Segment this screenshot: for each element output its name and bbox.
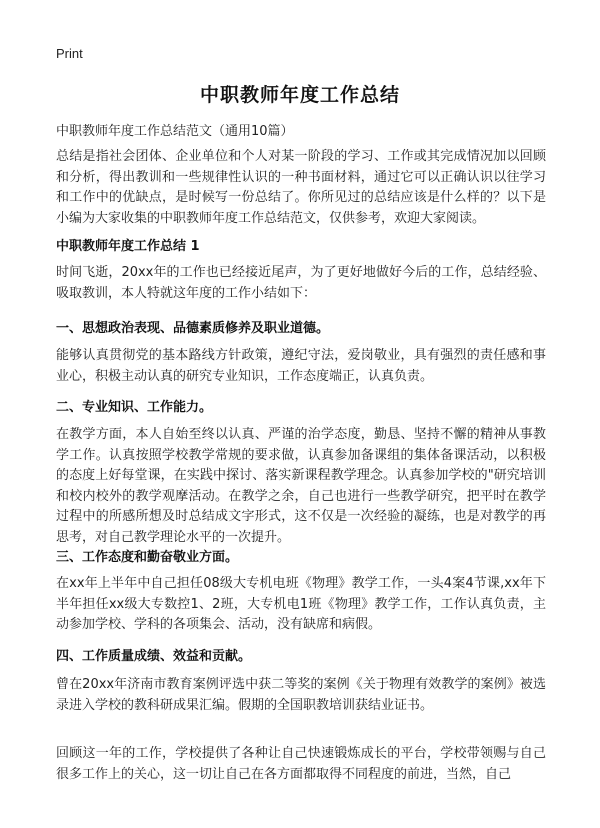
section-paragraph-4: 曾在20xx年济南市教育案例评选中获二等奖的案例《关于物理有效教学的案例》被选录进入学校的教科研成果汇编。假期的全国职教培训获结业证书。 (56, 677, 546, 713)
article-intro-paragraph: 时间飞逝，20xx年的工作也已经接近尾声，为了更好地做好今后的工作，总结经验、吸取教训，本人特就这年度的工作小结如下： (56, 265, 546, 301)
article-heading: 中职教师年度工作总结 1 (56, 239, 200, 254)
section-heading-3: 三、工作态度和勤奋敬业方面。 (56, 550, 239, 565)
section-paragraph-2: 在教学方面，本人自始至终以认真、严谨的治学态度，勤恳、坚持不懈的精神从事教学工作。认真按照学校教学常规的要求做，认真参加备课组的集体备课活动，以积极的态度上好每堂课，在实践中探讨、落实新课程教学理念。认真参加学校的"研究培训和校内校外的教学观摩活动。在教学之余，自己也进行一些教学研究，把平时在教学过程中的所感所想及时总结成文字形式，这不仅是一次经验的凝练，也是对教学的再思考，对自己教学理论水平的一次提升。 (56, 427, 546, 545)
intro-paragraph: 总结是指社会团体、企业单位和个人对某一阶段的学习、工作或其完成情况加以回顾和分析，得出教训和一些规律性认识的一种书面材料，通过它可以正确认识以往学习和工作中的优缺点，是时候写一份总结了。你所见过的总结应该是什么样的？以下是小编为大家收集的中职教师年度工作总结范文，仅供参考，欢迎大家阅读。 (56, 149, 546, 226)
document-title: 中职教师年度工作总结 (199, 84, 400, 106)
section-paragraph-3: 在xx年上半年中自己担任08级大专机电班《物理》教学工作，一头4案4节课,xx年下半年担任xx级大专数控1、2班，大专机电1班《物理》教学工作，工作认真负责，主动参加学校、学科的各项集会、活动，没有缺席和病假。 (56, 576, 546, 632)
document-subtitle: 中职教师年度工作总结范文（通用10篇） (56, 124, 294, 139)
closing-paragraph: 回顾这一年的工作，学校提供了各种让自己快速锻炼成长的平台，学校带领赐与自己很多工作上的关心，这一切让自己在各方面都取得不同程度的前进，当然，自己 (56, 746, 546, 782)
section-heading-4: 四、工作质量成绩、效益和贡献。 (56, 649, 252, 664)
section-heading-1: 一、思想政治表现、品德素质修养及职业道德。 (56, 321, 330, 336)
section-paragraph-1: 能够认真贯彻党的基本路线方针政策，遵纪守法，爱岗敬业，具有强烈的责任感和事业心，积极主动认真的研究专业知识，工作态度端正，认真负责。 (56, 348, 546, 384)
print-label[interactable]: Print (56, 46, 83, 61)
section-heading-2: 二、专业知识、工作能力。 (56, 400, 213, 415)
